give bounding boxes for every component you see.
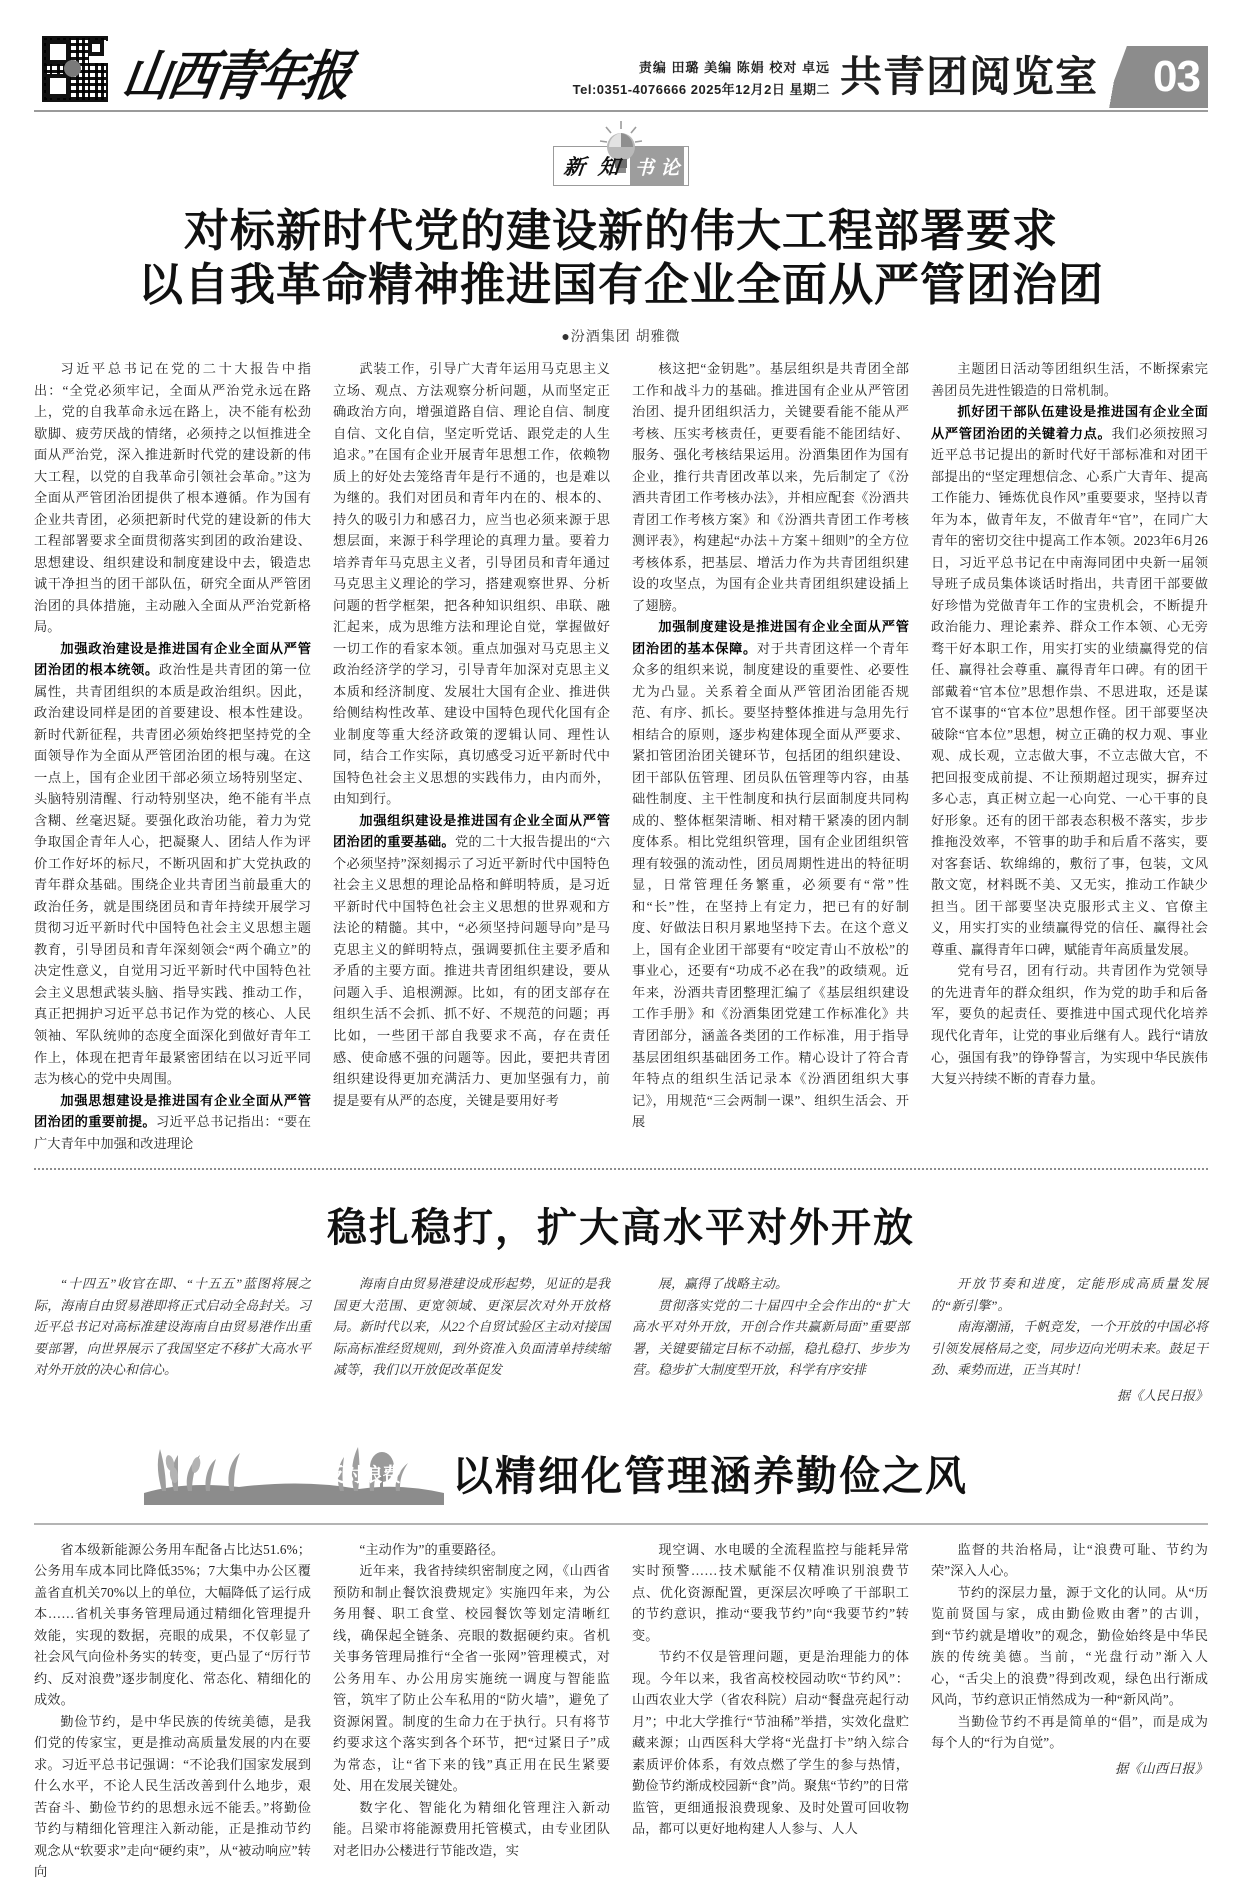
article2-column-1: “十四五”收官在即、“十五五”蓝图将展之际，海南自由贸易港即将正式启动全岛封关。习近平总书记对高标准建设海南自由贸易港作出重要部署，向世界展示了我国坚定不移扩大高水平对外开放的决心和信心。	[34, 1276, 311, 1378]
masthead	[34, 22, 1208, 108]
article1-column-1: 习近平总书记在党的二十大报告中指出：“全党必须牢记，全面从严治党永远在路上，党的自我革命永远在路上，决不能有松劲歇脚、疲劳厌战的情绪，必须持之以恒推进全面从严治党，深入推进新时代党的建设新的伟大工程，以党的自我革命引领社会革命。”这为全面从严管团治团提供了根本遵循。作为国有企业共青团，必须把新时代党的建设新的伟大工程部署要求全面贯彻落实到团的政治建设、思想建设、组织建设和制度建设中去，锻造忠诚干净担当的团干部队伍，研究全面从严管团治团的具体措施，主动融入全面从严治党新格局。 加强政治建设是推进国有企业全面从严管团治团的根本统领。政治性是共青团的第一位属性，共青团组织的本质是政治组织。因此，政治建设同样是团的首要建设、根本性建设。新时代新征程，共青团必须始终把坚持党的全面领导作为全面从严管团治团的根与魂。在这一点上，国有企业团干部必须立场特别坚定、头脑特别清醒、行动特别坚决，绝不能有半点含糊、丝毫迟疑。要强化政治功能，着力为党争取国企青年人心，把凝聚人、团结人作为评价工作好坏的标尺，不断巩固和扩大党执政的青年群众基础。围绕企业共青团当前最重大的政治任务，就是围绕团员和青年持续开展学习贯彻习近平新时代中国特色社会主义思想主题教育，引导团员和青年深刻领会“两个确立”的决定性意义，自觉用习近平新时代中国特色社会主义思想武装头脑、指导实践、推动工作，真正把拥护习近平总书记作为党的核心、人民领袖、军队统帅的态度全面深化到做好青年工作上，体现在把青年最紧密团结在以习近平同志为核心的党中央周围。 加强思想建设是推进国有企业全面从严管团治团的重要前提。习近平总书记指出：“要在广大青年中加强和改进理论	[34, 361, 311, 1151]
wheat-grass-icon	[144, 1441, 444, 1505]
article2-source: 据《人民日报》	[1116, 1387, 1208, 1403]
phone-and-date: Tel:0351-4076666 2025年12月2日 星期二	[572, 82, 830, 97]
article3-column-4	[931, 1539, 1208, 1883]
article1-byline: ●汾酒集团 胡雅微	[561, 328, 681, 344]
paper-logo: 山西青年报	[118, 45, 354, 108]
article1-headline-line1: 对标新时代党的建设新的伟大工程部署要求	[183, 204, 1058, 257]
page-number: 03	[1153, 52, 1200, 101]
article2-column-3: 展，赢得了战略主动。 贯彻落实党的二十届四中全会作出的“扩大高水平对外开放，开创合作共赢新局面”重要部署，关键要锚定目标不动摇，稳扎稳打、步步为营。稳步扩大制度型开放，科学有序安排	[632, 1276, 909, 1378]
editor-credits: 责编 田璐 美编 陈娟 校对 卓远	[638, 60, 830, 75]
masthead-rule	[34, 110, 1208, 112]
article1-headline	[34, 204, 1208, 312]
article2-headline: 稳扎稳打，扩大高水平对外开放	[327, 1205, 915, 1252]
badge-right-text: 书 论	[634, 156, 680, 179]
article2-columns	[34, 1273, 1208, 1406]
banner-text: 厉行节约 反对浪费	[244, 1464, 402, 1486]
article1-column-4: 主题团日活动等团组织生活，不断探索完善团员先进性锻造的日常机制。 抓好团干部队伍建设是推进国有企业全面从严管团治团的关键着力点。我们必须按照习近平总书记提出的新时代好干部标准和对团干部提出的“坚定理想信念、心系广大青年、提高工作能力、锤炼优良作风”重要要求，坚持以青年为本，做青年友，不做青年“官”，在同广大青年的密切交往中提高工作本领。2023年6月26日，习近平总书记在中南海同团中央新一届领导班子成员集体谈话时指出，共青团干部要做好珍惜为党做青年工作的宝贵机会，不断提升政治能力、理论素养、群众工作本领、心无旁骛干好本职工作，用实打实的业绩赢得党的信任、赢得社会尊重、赢得青年口碑。有的团干部戴着“官本位”思想作祟、不思进取，还是谋官不谋事的“官本位”思想作怪。团干部要坚决破除“官本位”思想，树立正确的权力观、事业观、成长观，立志做大事，不立志做大官，不把回报变成前提、不让预期超过现实，摒弃过多心志，真正树立起一心向党、一心干事的良好形象。还有的团干部表态积极不落实，步步推拖没效率，不管事的助手和后盾不落实，要对客套话、软绵绵的，敷衍了事，包装，文风散文宽，材料既不美、又无实，推动工作缺少担当。团干部要坚决克服形式主义、官僚主义，用实打实的业绩赢得党的信任、赢得社会尊重、赢得青年口碑，赋能青年高质量发展。 党有号召，团有行动。共青团作为党领导的先进青年的群众组织，作为党的助手和后备军，要负的起责任、要推进中国式现代化培养现代化青年，让党的事业后继有人。践行“请放心，强国有我”的铮铮誓言，为实现中华民族伟大复兴持续不断的青春力量。	[931, 361, 1208, 1087]
article3-column-2: “主动作为”的重要路径。 近年来，我省持续织密制度之网，《山西省预防和制止餐饮浪费规定》实施四年来，为公务用餐、职工食堂、校园餐饮等划定清晰红线，确保起全链条、亮眼的数据硬约束。省机关事务管理局推行“全省一张网”管理模式，对公务用车、办公用房实施统一调度与智能监管，筑牢了防止公车私用的“防火墙”，避免了资源闲置。制度的生命力在于执行。只有将节约要求这个落实到各个环节，把“过紧日子”成为常态，让“省下来的钱”真正用在民生紧要处、用在发展关键处。 数字化、智能化为精细化管理注入新动能。吕梁市将能源费用托管模式，由专业团队对老旧办公楼进行节能改造，实	[333, 1541, 610, 1858]
article1-column-3: 核这把“金钥匙”。基层组织是共青团全部工作和战斗力的基础。推进国有企业从严管团治团、提升团组织活力，关键要看能不能从严考核、压实考核责任，更要看能不能团结好、服务、强化考核结果运用。汾酒集团作为国有企业，推行共青团改革以来，先后制定了《汾酒共青团工作考核办法》，并相应配套《汾酒共青团工作考核方案》和《汾酒共青团工作考核测评表》，构建起“办法＋方案＋细则”的全方位考核体系，把基层、增活力作为共青团组织建设的攻坚点，为国有企业共青团组织建设插上了翅膀。 加强制度建设是推进国有企业全面从严管团治团的基本保障。对于共青团这样一个青年众多的组织来说，制度建设的重要性、必要性尤为凸显。关系着全面从严管团治团能否规范、有序、抓长。要坚持整体推进与急用先行相结合的原则，逐步构建体现全面从严要求、紧扣管团治团关键环节，包括团的组织建设、团干部队伍管理、团员队伍管理等内容，由基础性制度、主干性制度和执行层面制度共同构成的、整体框架清晰、相对精干紧凑的团内制度体系。相比党组织管理，国有企业团组织管理有较强的流动性，团员周期性进出的特征明显，日常管理任务繁重，必须要有“常”性和“长”性，在坚持上有定力，把已有的好制度、好做法日积月累地坚持下去。在这个意义上，国有企业团干部要有“咬定青山不放松”的事业心，还要有“功成不必在我”的政绩观。近年来，汾酒共青团整理汇编了《基层组织建设工作手册》和《汾酒集团党建工作标准化》共青团部分，涵盖各类团的工作标准，用于指导基层团组织基础团务工作。精心设计了符合青年特点的组织生活记录本《汾酒团组织大事记》，用规范“三会两制一课”、组织生活会、开展	[632, 361, 909, 1130]
article2-column-4-text: 开放节奏和进度，定能形成高质量发展的“新引擎”。 南海潮涌，千帆竞发，一个开放的中国必将引领发展格局之变，同步迈向光明未来。鼓足干劲、乘势而进，正当其时！	[931, 1276, 1208, 1378]
article3-columns	[34, 1539, 1208, 1883]
article3-banner	[34, 1441, 1208, 1505]
masthead-right	[573, 22, 1208, 108]
article2-column-2: 海南自由贸易港建设成形起势，见证的是我国更大范围、更宽领域、更深层次对外开放格局。新时代以来，从22个自贸试验区主动对接国际高标准经贸规则，到外资准入负面清单持续缩减等，我们以开放促改革促发	[333, 1276, 610, 1378]
article1-column-2: 武装工作，引导广大青年运用马克思主义立场、观点、方法观察分析问题，从而坚定正确政治方向，增强道路自信、理论自信、制度自信、文化自信，坚定听党话、跟党走的人生追求。”在国有企业开展青年思想工作，依赖物质上的好处去笼络青年是行不通的，也是难以为继的。我们对团员和青年内在的、根本的、持久的吸引力和感召力，应当也必须来源于思想层面，来源于科学理论的真理力量。要着力培养青年马克思主义者，引导团员和青年通过马克思主义理论的学习，搭建观察世界、分析问题的哲学框架，把各种知识组织、串联、融汇起来，成为思维方法和理论自觉，掌握做好一切工作的看家本领。重点加强对马克思主义政治经济学的学习，引导青年加深对克思主义本质和经济制度、发展壮大国有企业、推进供给侧结构性改革、建设中国特色现代化国有企业制度等重大经济政策的逻辑认同、理性认同，结合工作实际，真切感受习近平新时代中国特色社会主义思想的实践伟力，由内而外，由知到行。 加强组织建设是推进国有企业全面从严管团治团的重要基础。党的二十大报告提出的“六个必须坚持”深刻揭示了习近平新时代中国特色社会主义思想的理论品格和鲜明特质，是习近平新时代中国特色社会主义思想的世界观和方法论的精髓。其中，“必须坚持问题导向”是马克思主义的鲜明特点，强调要抓住主要矛盾和矛盾的主要方面。推进共青团组织建设，要从问题入手、追根溯源。比如，有的团支部存在组织生活不会抓、抓不好、不规范的问题；再比如，一些团干部自我要求不高，存在责任感、使命感不强的问题等。因此，要把共青团组织建设得更加充满活力、更加坚强有力，前提是要有从严的态度，关键是要用好考	[333, 361, 610, 1108]
article3-column-1: 省本级新能源公务用车配备占比达51.6%；公务用车成本同比降低35%；7大集中办公区覆盖省直机关70%以上的单位，大幅降低了运行成本……省机关事务管理局通过精细化管理提升效能，实现的数据，亮眼的成果，不仅彰显了社会风气向俭朴务实的转变，更凸显了“厉行节约、反对浪费”逐步制度化、常态化、精细化的成效。 勤俭节约，是中华民族的传统美德，是我们党的传家宝，更是推动高质量发展的内在要求。习近平总书记强调：“不论我们国家发展到什么水平，不论人民生活改善到什么地步，艰苦奋斗、勤俭节约的思想永远不能丢。”将勤俭节约与精细化管理注入新动能，正是推动节约观念从“软要求”走向“硬约束”，从“被动响应”转向	[34, 1541, 311, 1880]
article3-column-3: 现空调、水电暖的全流程监控与能耗异常实时预警……技术赋能不仅精准识别浪费节点、优化资源配置，更深层次呼唤了干部职工的节约意识，推动“要我节约”向“我要节约”转变。 节约不仅是管理问题，更是治理能力的体现。今年以来，我省高校校园动吹“节约风”：山西农业大学（省农科院）启动“餐盘亮起行动月”；中北大学推行“节油稀”举措，实效化盘贮藏来源；山西医科大学将“光盘打卡”纳入综合素质评价体系，有效点燃了学生的参与热情，勤俭节约渐成校园新“食”尚。聚焦“节约”的日常监管，更细通报浪费现象、及时处置可回收物品，都可以更好地构建人人参与、人人	[632, 1541, 909, 1837]
masthead-credits	[573, 57, 840, 108]
section-title: 共青团阅览室	[839, 52, 1098, 101]
article1-headline-line2: 以自我革命精神推进国有企业全面从严管团治团	[137, 258, 1104, 311]
article3-headline: 以精细化管理涵养勤俭之风	[452, 1452, 968, 1501]
article3-column-4-text: 监督的共治格局，让“浪费可耻、节约为荣”深入人心。 节约的深层力量，源于文化的认同。从“历览前贤国与家，成由勤俭败由奢”的古训，到“节约就是增收”的观念，勤俭始终是中华民族的传统美德。当前，“光盘行动”渐入人心，“舌尖上的浪费”得到改观，绿色出行渐成风尚，节约意识正悄然成为一种“新风尚”。 当勤俭节约不再是简单的“倡”，而是成为每个人的“行为自觉”。	[931, 1541, 1208, 1751]
column-badge	[553, 146, 689, 186]
article3-rule	[34, 1523, 1208, 1525]
article1-columns	[34, 358, 1208, 1154]
article1-badge-row	[34, 146, 1208, 198]
article-divider-1	[34, 1168, 1208, 1170]
article3-source: 据《山西日报》	[1114, 1760, 1208, 1776]
page-number-badge	[1104, 46, 1208, 108]
qr-code-icon[interactable]	[42, 36, 108, 102]
badge-left-text: 新 知	[562, 154, 624, 179]
article2-column-4	[931, 1273, 1208, 1406]
